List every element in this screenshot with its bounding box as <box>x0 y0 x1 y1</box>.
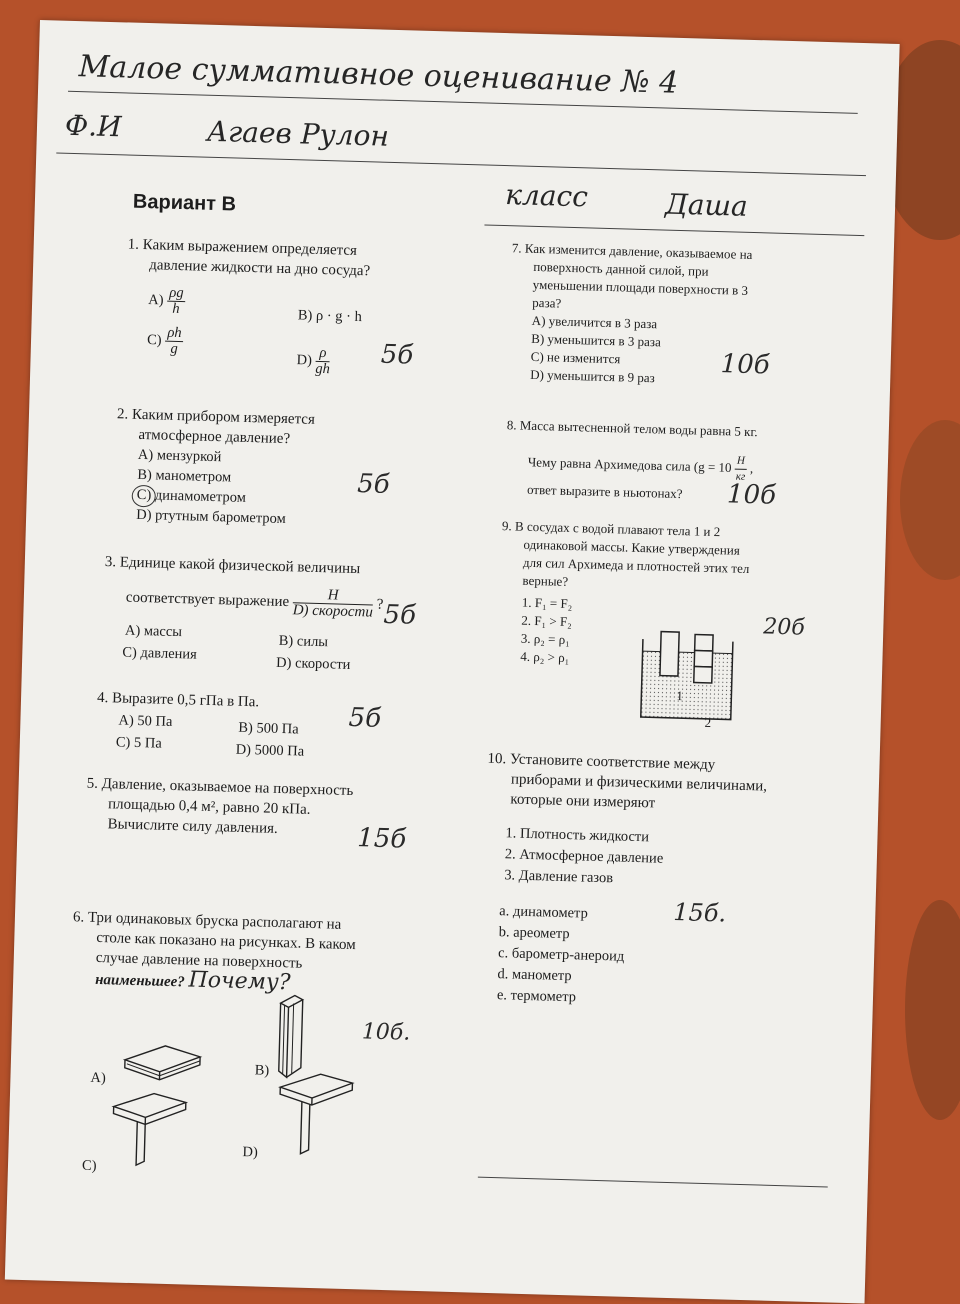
q2-text-1: 2. Каким прибором измеряется <box>117 404 315 430</box>
q9-text-2: одинаковой массы. Какие утверждения <box>501 535 750 560</box>
q6-label-d: D) <box>242 1144 258 1161</box>
q3-unit-den: D) скорости <box>292 603 373 620</box>
q1-option-b: B) ρ · g · h <box>298 307 362 326</box>
q9-text-4: верные? <box>500 571 749 596</box>
q6-label-c: C) <box>82 1158 97 1175</box>
q6-text-1: 6. Три одинаковых бруска располагают на <box>73 907 357 935</box>
q6-text-2: столе как показано на рисунках. В каком <box>72 927 356 955</box>
q8-unit-num: Н <box>735 454 747 470</box>
q3-unit-num: Н <box>293 587 374 605</box>
q3-option-b: B) силы <box>279 633 329 651</box>
q2-option-c: C) динамометром <box>115 484 313 510</box>
q10-answer-e: e. термометр <box>497 985 624 1010</box>
q1-option-c <box>147 325 184 357</box>
q9-option-2: 2. F₁ > F₂ <box>499 611 748 636</box>
q6-block <box>71 907 357 997</box>
q10-item-1: 1. Плотность жидкости <box>505 823 664 848</box>
q8-text-2: Чему равна Архимедова сила (g = 10 <box>528 454 732 475</box>
student-name: Агаев Рулон <box>206 115 389 153</box>
q4-option-c: C) 5 Па <box>116 734 162 752</box>
q10-block <box>486 749 768 817</box>
q7-option-a: A) увеличится в 3 раза <box>510 311 751 336</box>
q8-comma: , <box>750 460 754 475</box>
q6-label-a: A) <box>90 1070 106 1087</box>
q4-option-a: A) 50 Па <box>118 712 172 731</box>
q8-text-3: ответ выразите в ньютонах? <box>527 482 683 502</box>
q9-option-1: 1. F₁ = F₂ <box>500 593 749 618</box>
q7-score: 10б <box>720 349 770 380</box>
q4-text: 4. Выразите 0,5 гПа в Па. <box>97 688 260 713</box>
q9-text-3: для сил Архимеда и плотностей этих тел <box>501 553 750 578</box>
q1-d-den: gh <box>315 362 330 377</box>
q10-text-3: которые они измеряют <box>486 789 767 817</box>
q9-label-2: 2 <box>704 715 711 731</box>
q2-option-d: D) ртутным барометром <box>114 504 312 530</box>
q7-option-b: B) уменьшится в 3 раза <box>509 329 750 354</box>
name-label: Ф.И <box>65 109 122 144</box>
q1-a-den: h <box>167 302 186 318</box>
q1-d-num: ρ <box>316 346 331 362</box>
q8-score: 10б <box>727 479 777 510</box>
q10-answer-a: a. динамометр <box>499 901 626 926</box>
q6-figure-d <box>270 1067 362 1159</box>
q10-score: 15б. <box>673 898 727 927</box>
q1-a-num: ρg <box>167 286 186 303</box>
q3-text-2: соответствует выражение <box>126 590 290 611</box>
q6-label-b: B) <box>255 1062 270 1079</box>
q9-score: 20б <box>763 614 805 640</box>
q5-text-2: площадью 0,4 м², равно 20 кПа. <box>86 794 353 821</box>
q3-formula-line <box>125 583 383 621</box>
q7-text-3: уменьшении площади поверхности в 3 <box>511 275 752 300</box>
q9-label-1: 1 <box>676 688 683 704</box>
q10-text-2: приборами и физическими величинами, <box>487 769 768 797</box>
q1-option-d <box>296 345 330 377</box>
q3-score: 5б <box>383 600 416 631</box>
q2-text-2: атмосферное давление? <box>116 424 314 450</box>
q10-answer-d: d. манометр <box>497 964 624 989</box>
q1-c-letter: C) <box>147 332 162 348</box>
class-label: класс <box>505 178 588 213</box>
q7-option-c: C) не изменится <box>509 347 750 372</box>
q4-option-b: B) 500 Па <box>238 720 299 739</box>
q10-item-3: 3. Давление газов <box>504 865 663 890</box>
q3-option-c: C) давления <box>122 645 197 664</box>
q2-option-b: B) манометром <box>115 464 313 490</box>
q9-option-3: 3. ρ₂ = ρ₁ <box>499 629 748 654</box>
q1-text-2: давление жидкости на дно сосуда? <box>127 255 370 282</box>
class-underline <box>484 224 864 236</box>
q5-score: 15б <box>357 823 407 854</box>
q10-items <box>504 823 664 890</box>
q9-vessels-figure <box>637 611 740 724</box>
q6-text-3: случае давление на поверхность <box>72 947 356 975</box>
q7-text-4: раза? <box>510 293 751 318</box>
q5-text-1: 5. Давление, оказываемое на поверхность <box>86 774 353 801</box>
q9-text-1: 9. В сосудах с водой плавают тела 1 и 2 <box>502 517 751 542</box>
q1-block <box>127 235 371 282</box>
q1-a-letter: A) <box>148 292 164 308</box>
q10-answer-b: b. ареометр <box>498 922 625 947</box>
q1-text-1: 1. Каким выражением определяется <box>127 235 370 262</box>
q9-option-4: 4. ρ₂ > ρ₁ <box>498 647 747 672</box>
q1-c-den: g <box>165 342 184 358</box>
q7-block <box>508 239 753 390</box>
q5-block <box>85 774 353 841</box>
class-value: Даша <box>665 188 749 223</box>
q1-c-num: ρh <box>165 326 184 343</box>
q2-block <box>114 404 315 529</box>
q4-option-d: D) 5000 Па <box>235 742 304 761</box>
q8-text-1: 8. Масса вытесненной телом воды равна 5 кг. <box>507 417 758 440</box>
footer-line <box>478 1177 828 1188</box>
q1-score: 5б <box>380 340 413 371</box>
q8-unit-den: кг <box>734 470 746 485</box>
q3-option-a: A) массы <box>125 623 183 642</box>
q3-text-1: 3. Единице какой физической величины <box>105 552 361 579</box>
q6-figure-c <box>104 1086 196 1168</box>
q6-text-4: наименьшее? <box>95 972 185 990</box>
q10-item-2: 2. Атмосферное давление <box>505 844 664 869</box>
q1-option-a <box>148 285 186 317</box>
q2-score: 5б <box>357 469 390 500</box>
q6-handwritten-note: Почему? <box>188 968 291 996</box>
q6-score: 10б. <box>362 1019 411 1045</box>
q7-text-2: поверхность данной силой, при <box>511 257 752 282</box>
q6-figure-a <box>114 1035 205 1087</box>
test-sheet <box>5 20 900 1304</box>
q7-option-d: D) уменьшится в 9 раз <box>508 365 749 390</box>
q5-text-3: Вычислите силу давления. <box>85 814 352 841</box>
q10-answers <box>497 901 626 1009</box>
q4-score: 5б <box>348 703 381 734</box>
q2-option-a: A) мензуркой <box>116 444 314 470</box>
q1-d-letter: D) <box>296 352 312 368</box>
name-underline <box>56 153 866 177</box>
variant-heading: Вариант В <box>133 191 237 217</box>
q7-text-1: 7. Как изменится давление, оказываемое на <box>512 239 753 264</box>
q3-option-d: D) скорости <box>276 655 351 674</box>
q10-answer-c: c. барометр-анероид <box>498 943 625 968</box>
q8-formula-line <box>527 448 753 485</box>
test-title: Малое суммативное оценивание № 4 <box>78 49 679 101</box>
q3-question-mark: ? <box>377 597 384 613</box>
q10-text-1: 10. Установите соответствие между <box>487 749 768 777</box>
